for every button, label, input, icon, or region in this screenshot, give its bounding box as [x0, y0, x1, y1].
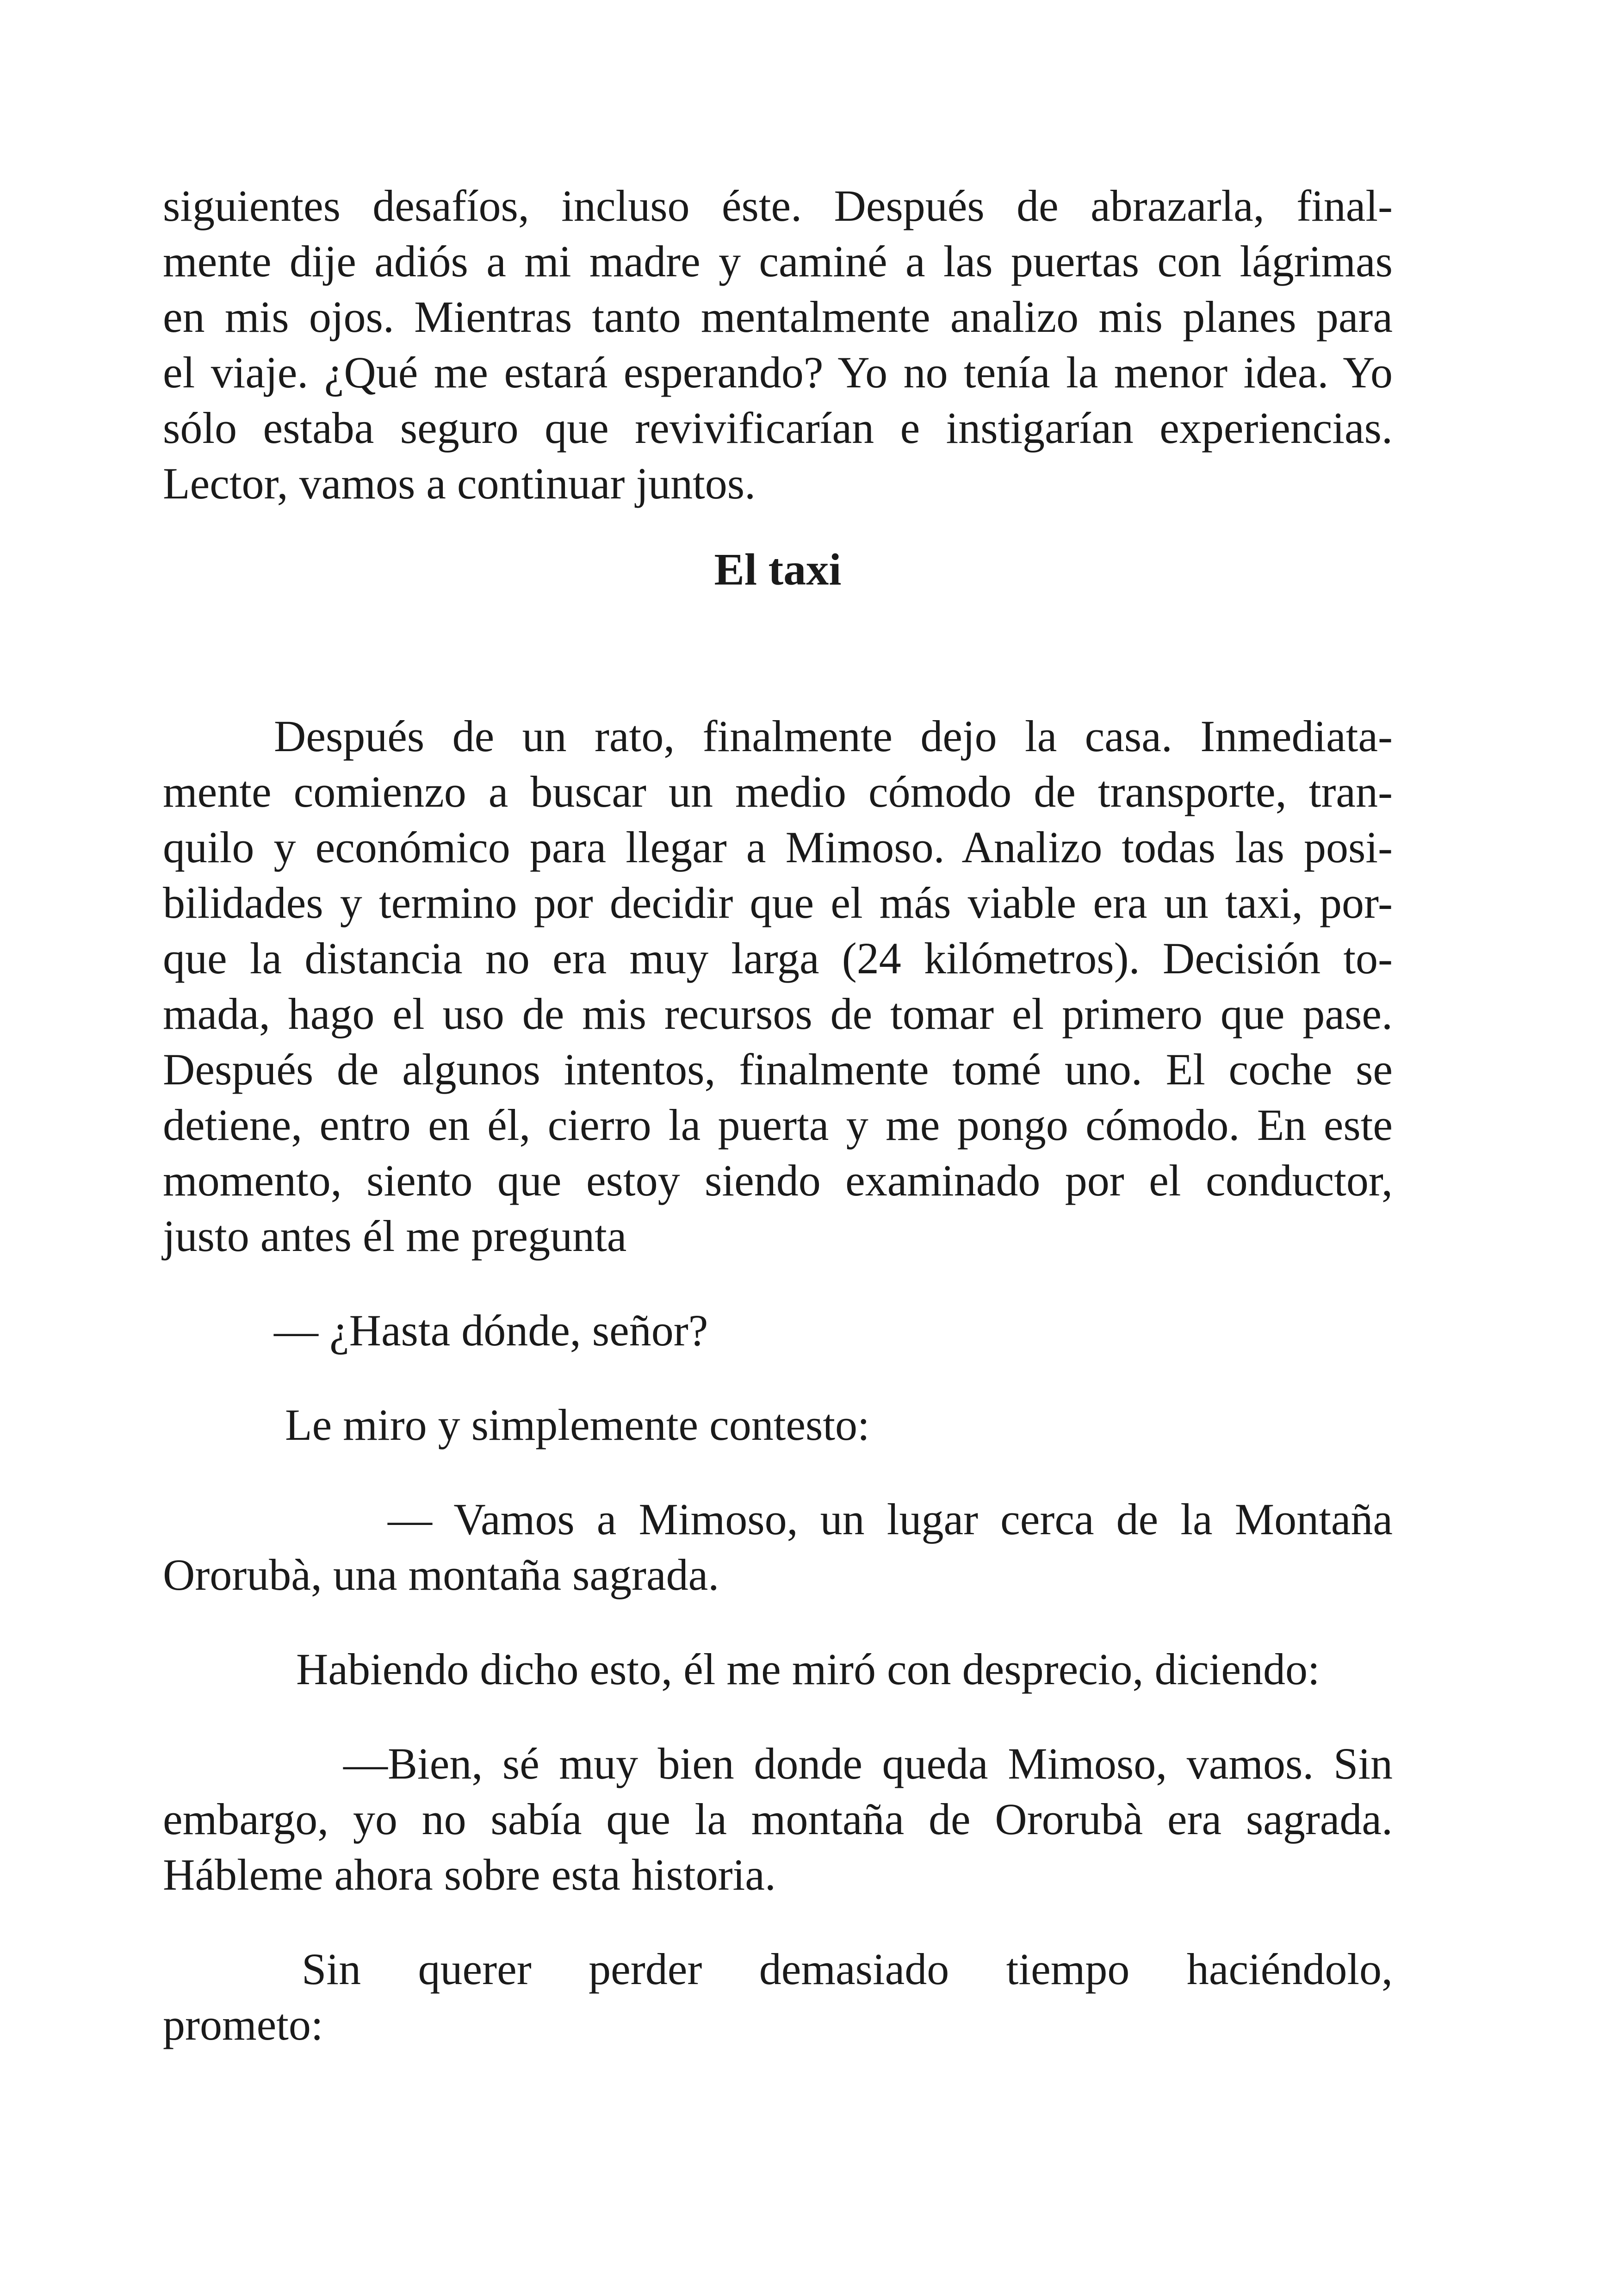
- text-line: quilo y económico para llegar a Mimoso. Analizo todas las posi-: [163, 822, 1393, 872]
- text-line: mada, hago el uso de mis recursos de tomar el primero que pase.: [163, 989, 1393, 1039]
- dialogue-line: — Vamos a Mimoso, un lugar cerca de la Montaña: [388, 1494, 1393, 1544]
- text-line: justo antes él me pregunta: [163, 1211, 627, 1261]
- dialogue-line: Hábleme ahora sobre esta historia.: [163, 1850, 776, 1899]
- text-line: Lector, vamos a continuar juntos.: [163, 459, 756, 508]
- text-line: mente comienzo a buscar un medio cómodo de transporte, tran-: [163, 767, 1393, 816]
- text-line: que la distancia no era muy larga (24 kilómetros). Decisión to-: [163, 933, 1393, 983]
- text-line: detiene, entro en él, cierro la puerta y me pongo cómodo. En este: [163, 1100, 1393, 1150]
- text-line: el viaje. ¿Qué me estará esperando? Yo no tenía la menor idea. Yo: [163, 348, 1393, 397]
- narration-line: Le miro y simplemente contesto:: [285, 1400, 870, 1450]
- text-line: mente dije adiós a mi madre y caminé a las puertas con lágrimas: [163, 236, 1393, 286]
- text-line: Después de un rato, finalmente dejo la casa. Inmediata-: [274, 711, 1393, 761]
- text-line: siguientes desafíos, incluso éste. Después de abrazarla, final-: [163, 181, 1393, 230]
- text-line: momento, siento que estoy siendo examinado por el conductor,: [163, 1156, 1393, 1205]
- dialogue-3: [163, 1736, 1393, 1903]
- dialogue-line: Ororubà, una montaña sagrada.: [163, 1550, 719, 1599]
- narration-line: prometo:: [163, 2000, 323, 2049]
- text-line: en mis ojos. Mientras tanto mentalmente analizo mis planes para: [163, 292, 1393, 342]
- paragraph-1: [163, 178, 1393, 511]
- narration-line: Habiendo dicho esto, él me miró con desprecio, diciendo:: [296, 1644, 1320, 1694]
- dialogue-line: —Bien, sé muy bien donde queda Mimoso, vamos. Sin: [343, 1739, 1393, 1788]
- paragraph-2: [163, 709, 1393, 1264]
- dialogue-2: [163, 1492, 1393, 1603]
- narration-3: [163, 1941, 1393, 2053]
- text-line: bilidades y termino por decidir que el más viable era un taxi, por-: [163, 878, 1393, 927]
- dialogue-line: embargo, yo no sabía que la montaña de Ororubà era sagrada.: [163, 1794, 1393, 1844]
- dialogue-line: — ¿Hasta dónde, señor?: [274, 1306, 708, 1355]
- chapter-title: El taxi: [714, 545, 842, 595]
- text-line: sólo estaba seguro que revivificarían e instigarían experiencias.: [163, 403, 1393, 453]
- text-line: Después de algunos intentos, finalmente tomé uno. El coche se: [163, 1045, 1393, 1094]
- book-page: [163, 178, 1393, 2053]
- narration-line: Sin querer perder demasiado tiempo haciéndolo,: [302, 1944, 1393, 1994]
